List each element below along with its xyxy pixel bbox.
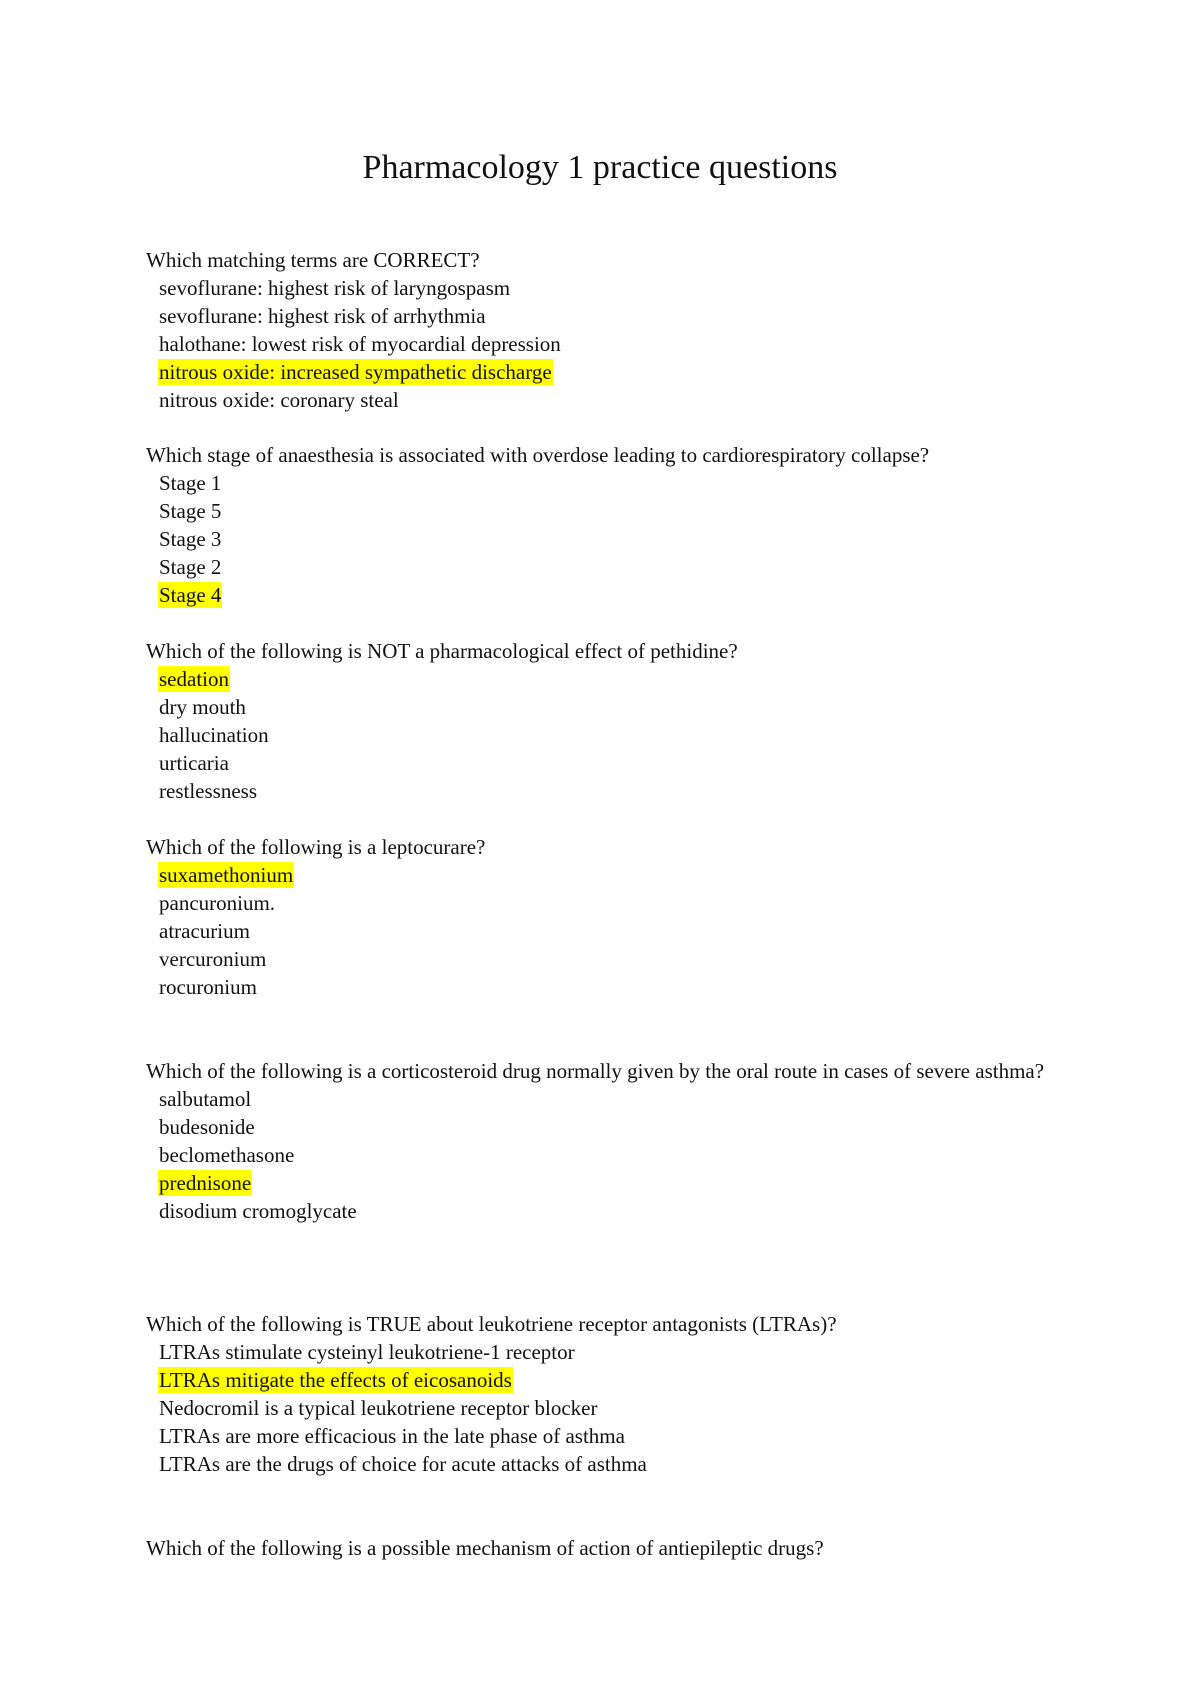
option-highlighted: Stage 4	[159, 583, 222, 607]
option: LTRAs are the drugs of choice for acute attacks of asthma	[159, 1452, 647, 1476]
option: LTRAs stimulate cysteinyl leukotriene-1 receptor	[159, 1340, 575, 1364]
option-list	[146, 1085, 1066, 1225]
question-text: Which matching terms are CORRECT?	[146, 248, 480, 272]
question-text: Which of the following is TRUE about leukotriene receptor antagonists (LTRAs)?	[146, 1312, 837, 1336]
option-highlighted: prednisone	[159, 1171, 252, 1195]
option-highlighted: suxamethonium	[159, 863, 294, 887]
option: Stage 1	[159, 471, 222, 495]
option: vercuronium	[159, 947, 267, 971]
question-1	[146, 246, 1066, 414]
option: Stage 3	[159, 527, 222, 551]
option: pancuronium.	[159, 891, 276, 915]
option: urticaria	[159, 751, 229, 775]
option: budesonide	[159, 1115, 255, 1139]
option: rocuronium	[159, 975, 257, 999]
question-7	[146, 1534, 1066, 1562]
option: sevoflurane: highest risk of arrhythmia	[159, 304, 486, 328]
option: LTRAs are more efficacious in the late phase of asthma	[159, 1424, 625, 1448]
question-5	[146, 1057, 1066, 1225]
question-text: Which of the following is a corticosteroid drug normally given by the oral route in cases of severe asthma?	[146, 1059, 1045, 1083]
option: Nedocromil is a typical leukotriene receptor blocker	[159, 1396, 598, 1420]
option: restlessness	[159, 779, 257, 803]
option: nitrous oxide: coronary steal	[159, 388, 399, 412]
question-4	[146, 833, 1066, 1001]
option-list	[146, 861, 1066, 1001]
option-list	[146, 469, 1066, 609]
question-text: Which of the following is a possible mechanism of action of antiepileptic drugs?	[146, 1536, 824, 1560]
option: salbutamol	[159, 1087, 252, 1111]
question-text: Which of the following is a leptocurare?	[146, 835, 486, 859]
question-2	[146, 441, 1066, 609]
option: Stage 2	[159, 555, 222, 579]
option: beclomethasone	[159, 1143, 295, 1167]
option: Stage 5	[159, 499, 222, 523]
option-list	[146, 274, 1066, 414]
option: halothane: lowest risk of myocardial depression	[159, 332, 561, 356]
option-highlighted: nitrous oxide: increased sympathetic discharge	[159, 360, 552, 384]
option: dry mouth	[159, 695, 246, 719]
option-list	[146, 1338, 1066, 1478]
option-highlighted: LTRAs mitigate the effects of eicosanoids	[159, 1368, 512, 1392]
option-highlighted: sedation	[159, 667, 229, 691]
option: disodium cromoglycate	[159, 1199, 357, 1223]
question-text: Which stage of anaesthesia is associated with overdose leading to cardiorespiratory collapse?	[146, 443, 930, 467]
page-title: Pharmacology 1 practice questions	[362, 149, 838, 186]
option: sevoflurane: highest risk of laryngospasm	[159, 276, 511, 300]
option: atracurium	[159, 919, 250, 943]
question-3	[146, 637, 1066, 805]
question-6	[146, 1310, 1066, 1478]
question-text: Which of the following is NOT a pharmacological effect of pethidine?	[146, 639, 738, 663]
option: hallucination	[159, 723, 269, 747]
option-list	[146, 665, 1066, 805]
